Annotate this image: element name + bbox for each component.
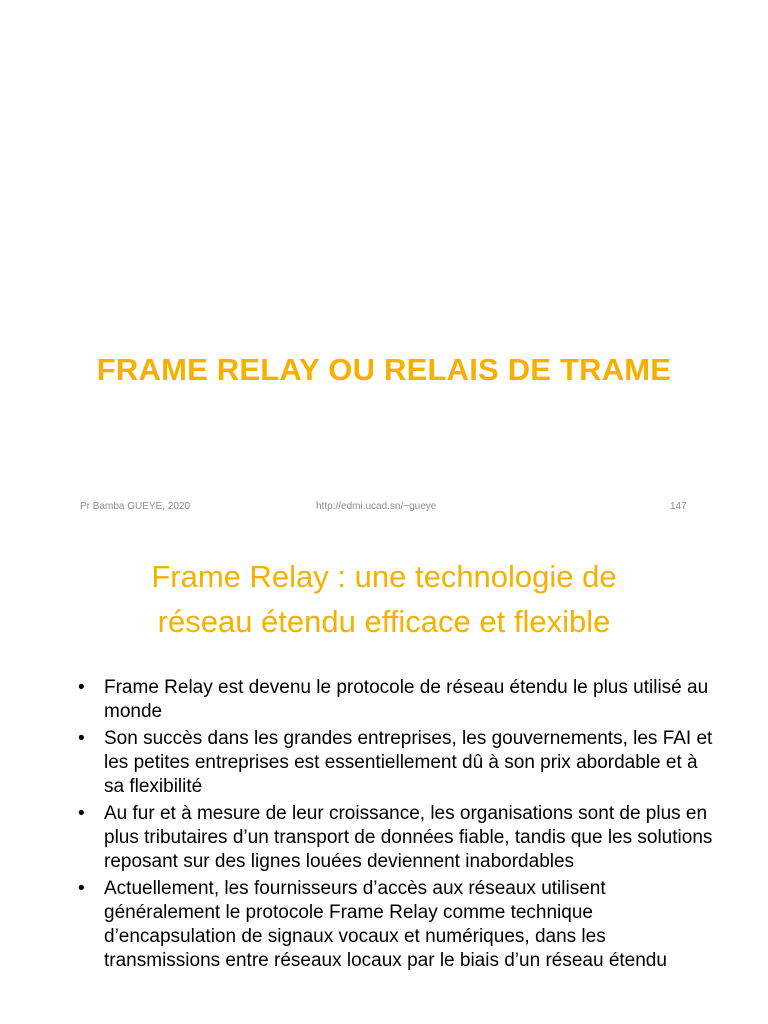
bullet-icon: •	[78, 677, 85, 698]
bullet-icon: •	[78, 878, 85, 899]
bullet-item	[78, 802, 718, 874]
footer-url: http://edmi.ucad.sn/~gueye	[316, 501, 437, 512]
bullet-item	[78, 877, 718, 973]
slide-content-page	[0, 530, 768, 1024]
bullet-text: Actuellement, les fournisseurs d’accès aux réseaux utilisent généralement le protocole Frame Relay comme technique d’encapsulation de signaux vocaux et numériques, dans les transmissions entre réseaux locaux par le biais d’un réseau étendu	[104, 878, 667, 971]
bullet-icon: •	[78, 728, 85, 749]
bullet-text: Son succès dans les grandes entreprises, les gouvernements, les FAI et les petites entreprises est essentiellement dû à son prix abordable et à sa flexibilité	[104, 728, 713, 797]
content-slide-title-line-1: Frame Relay : une technologie de	[151, 559, 617, 594]
bullet-text: Frame Relay est devenu le protocole de réseau étendu le plus utilisé au monde	[104, 677, 709, 722]
bullet-item	[78, 676, 718, 724]
bullet-icon: •	[78, 803, 85, 824]
bullet-item	[78, 727, 718, 799]
bullet-list	[78, 676, 718, 976]
footer-page-number: 147	[670, 501, 687, 512]
footer-author: Pr Bamba GUEYE, 2020	[80, 501, 191, 512]
content-slide-title-line-2: réseau étendu efficace et flexible	[157, 604, 611, 639]
bullet-text: Au fur et à mesure de leur croissance, les organisations sont de plus en plus tributaires d’un transport de données fiable, tandis que les solutions reposant sur des lignes louées deviennent inabordables	[104, 803, 713, 872]
slide-title: FRAME RELAY OU RELAIS DE TRAME	[96, 352, 672, 387]
content-slide-title	[60, 554, 708, 644]
